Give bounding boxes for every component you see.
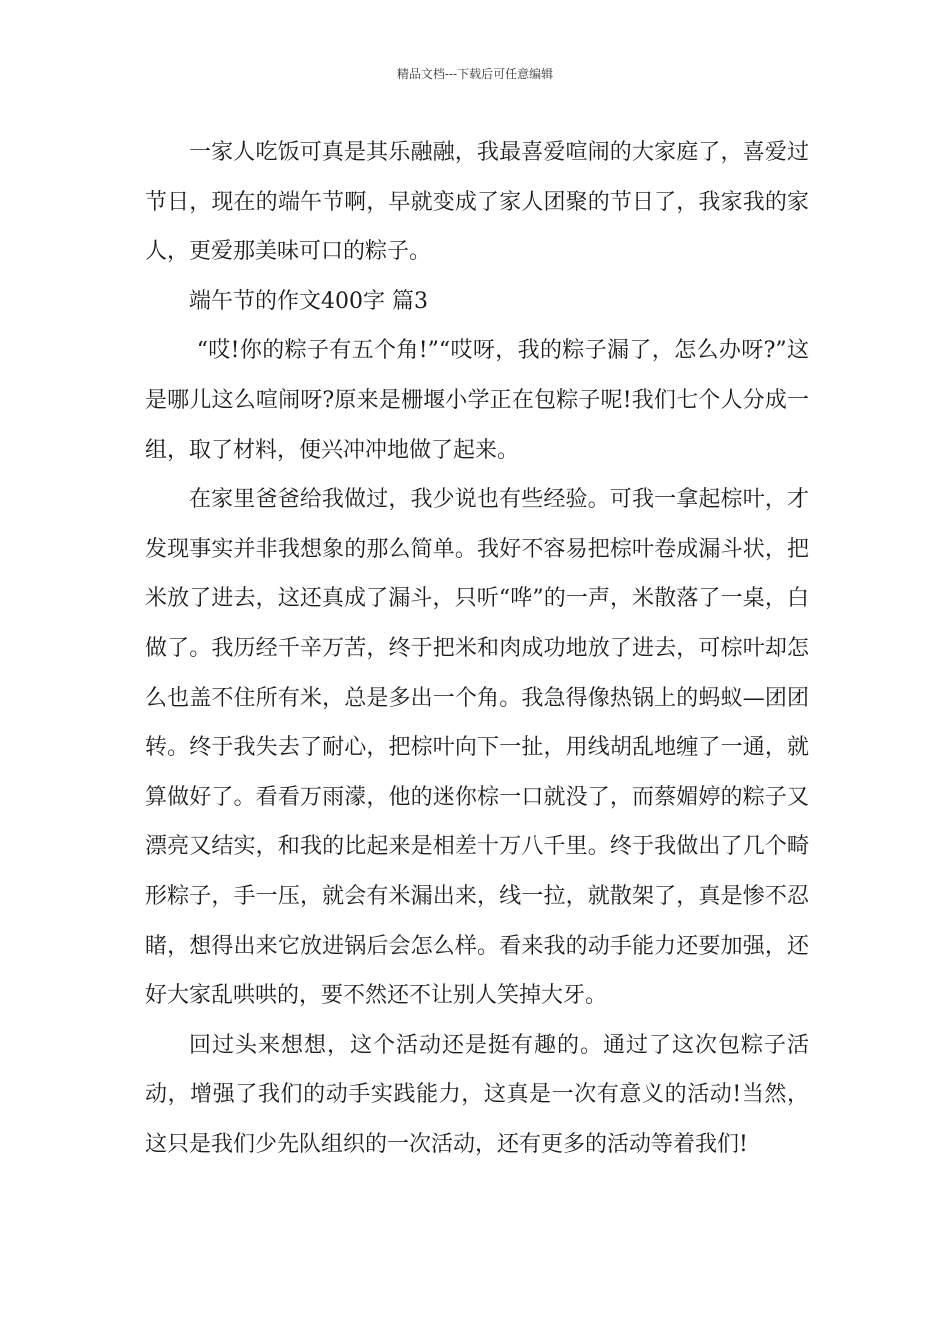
paragraph-family-meal: 一家人吃饭可真是其乐融融，我最喜爱喧闹的大家庭了，喜爱过节日，现在的端午节啊，早就变成了家人团聚的节日了，我家我的家人，更爱那美味可口的粽子。 — [145, 140, 809, 265]
paragraph-dialogue: “哎!你的粽子有五个角!”“哎呀，我的粽子漏了，怎么办呀?”这是哪儿这么喧闹呀?原来是栅堰小学正在包粽子呢!我们七个人分成一组，取了材料，便兴冲冲地做了起来。 — [145, 338, 809, 463]
page-header: 精品文档---下载后可任意编辑 — [396, 67, 554, 81]
document-body — [145, 128, 809, 1169]
essay-heading: 端午节的作文400字 篇3 — [189, 288, 428, 314]
paragraph-making-zongzi: 在家里爸爸给我做过，我少说也有些经验。可我一拿起棕叶，才发现事实并非我想象的那么简单。我好不容易把棕叶卷成漏斗状，把米放了进去，这还真成了漏斗，只听“哗”的一声，米散落了一桌，白做了。我历经千辛万苦，终于把米和肉成功地放了进去，可棕叶却怎么也盖不住所有米，总是多出一个角。我急得像热锅上的蚂蚁—团团转。终于我失去了耐心，把棕叶向下一扯，用线胡乱地缠了一通，就算做好了。看看万雨濛，他的迷你棕一口就没了，而蔡媚婷的粽子又漂亮又结实，和我的比起来是相差十万八千里。终于我做出了几个畸形粽子，手一压，就会有米漏出来，线一拉，就散架了，真是惨不忍睹，想得出来它放进锅后会怎么样。看来我的动手能力还要加强，还好大家乱哄哄的，要不然还不让别人笑掉大牙。 — [145, 487, 809, 1009]
paragraph-reflection: 回过头来想想，这个活动还是挺有趣的。通过了这次包粽子活动，增强了我们的动手实践能力，这真是一次有意义的活动!当然，这只是我们少先队组织的一次活动，还有更多的活动等着我们! — [145, 1032, 809, 1157]
